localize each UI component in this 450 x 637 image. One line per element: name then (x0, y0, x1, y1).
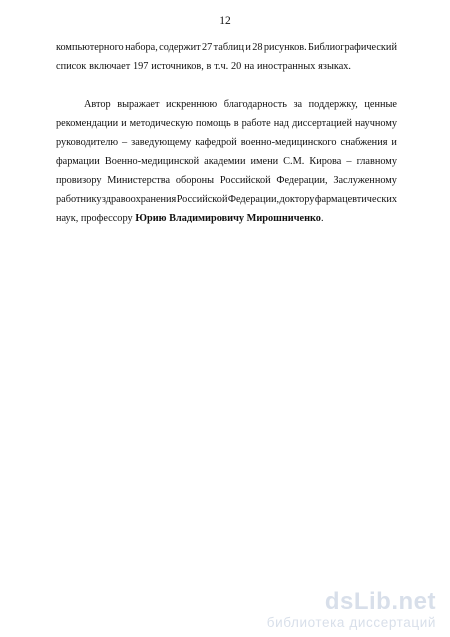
word: фармации (56, 156, 100, 167)
text-line (56, 114, 397, 133)
word: в (206, 61, 212, 72)
word: доктору (279, 194, 315, 205)
word: над (273, 118, 290, 129)
text-run: наук, профессору (56, 213, 133, 224)
page-number: 12 (219, 15, 231, 27)
word: набора, (125, 42, 158, 53)
text-line (56, 95, 397, 114)
word: языках. (318, 61, 352, 72)
word: методическую (129, 118, 193, 129)
word: – (346, 156, 352, 167)
word: т.ч. (214, 61, 229, 72)
word: 20 (231, 61, 242, 72)
word: Российской (176, 194, 228, 205)
word: 27 (202, 42, 213, 53)
word: руководителю (56, 137, 119, 148)
word: за (293, 99, 303, 110)
text-line (56, 152, 397, 171)
word: заведующему (131, 137, 192, 148)
word: содержит (159, 42, 201, 53)
text-line (56, 190, 397, 209)
word: военно-медицинского (240, 137, 337, 148)
word: Заслуженному (333, 175, 397, 186)
word: снабжения (340, 137, 388, 148)
word: в (233, 118, 239, 129)
word: компьютерного (56, 42, 124, 53)
text-line (56, 38, 397, 57)
text-line-last (56, 209, 397, 228)
word: Российской (219, 175, 271, 186)
word: обороны (175, 175, 215, 186)
word: имени (250, 156, 279, 167)
word: кафедрой (195, 137, 237, 148)
word: С.М. (283, 156, 305, 167)
watermark-brand: dsLib.net (324, 588, 436, 615)
watermark-tagline: библиотека диссертаций (266, 615, 436, 630)
word: работе (241, 118, 271, 129)
word: 28 (252, 42, 263, 53)
word: список (56, 61, 87, 72)
word: поддержку, (308, 99, 358, 110)
word: Федерации, (227, 194, 280, 205)
word: Автор (84, 99, 111, 110)
word: Библиографический (308, 42, 397, 53)
word: искреннюю (166, 99, 218, 110)
word: фармацевтических (314, 194, 397, 205)
watermark (267, 589, 436, 631)
word: таблиц (213, 42, 245, 53)
word: здравоохранения (101, 194, 177, 205)
word: на (244, 61, 255, 72)
word: Федерации, (276, 175, 328, 186)
word: 197 (132, 61, 149, 72)
word: главному (356, 156, 397, 167)
paragraph-summary (56, 38, 397, 76)
word: – (122, 137, 128, 148)
word: благодарность (223, 99, 287, 110)
word: Министерства (107, 175, 171, 186)
word: и (391, 137, 397, 148)
word: выражает (117, 99, 160, 110)
text-line (56, 133, 397, 152)
word: диссертацией (292, 118, 352, 129)
paragraph-acknowledgement (56, 95, 397, 228)
text-line (56, 171, 397, 190)
word: и (245, 42, 251, 53)
word: иностранных (256, 61, 316, 72)
word: Военно-медицинской (104, 156, 200, 167)
supervisor-name: Юрию Владимировичу Мирошниченко (135, 213, 321, 224)
word: научному (354, 118, 397, 129)
word: источников, (151, 61, 204, 72)
word: ценные (364, 99, 397, 110)
word: помощь (195, 118, 231, 129)
text-line (56, 57, 397, 76)
word: академии (204, 156, 246, 167)
word: работнику (56, 194, 102, 205)
word: рекомендации (56, 118, 119, 129)
text-run-suffix: . (320, 213, 324, 224)
word: рисунков. (263, 42, 307, 53)
word: и (121, 118, 127, 129)
word: провизору (56, 175, 102, 186)
word: Кирова (309, 156, 342, 167)
word: включает (89, 61, 131, 72)
